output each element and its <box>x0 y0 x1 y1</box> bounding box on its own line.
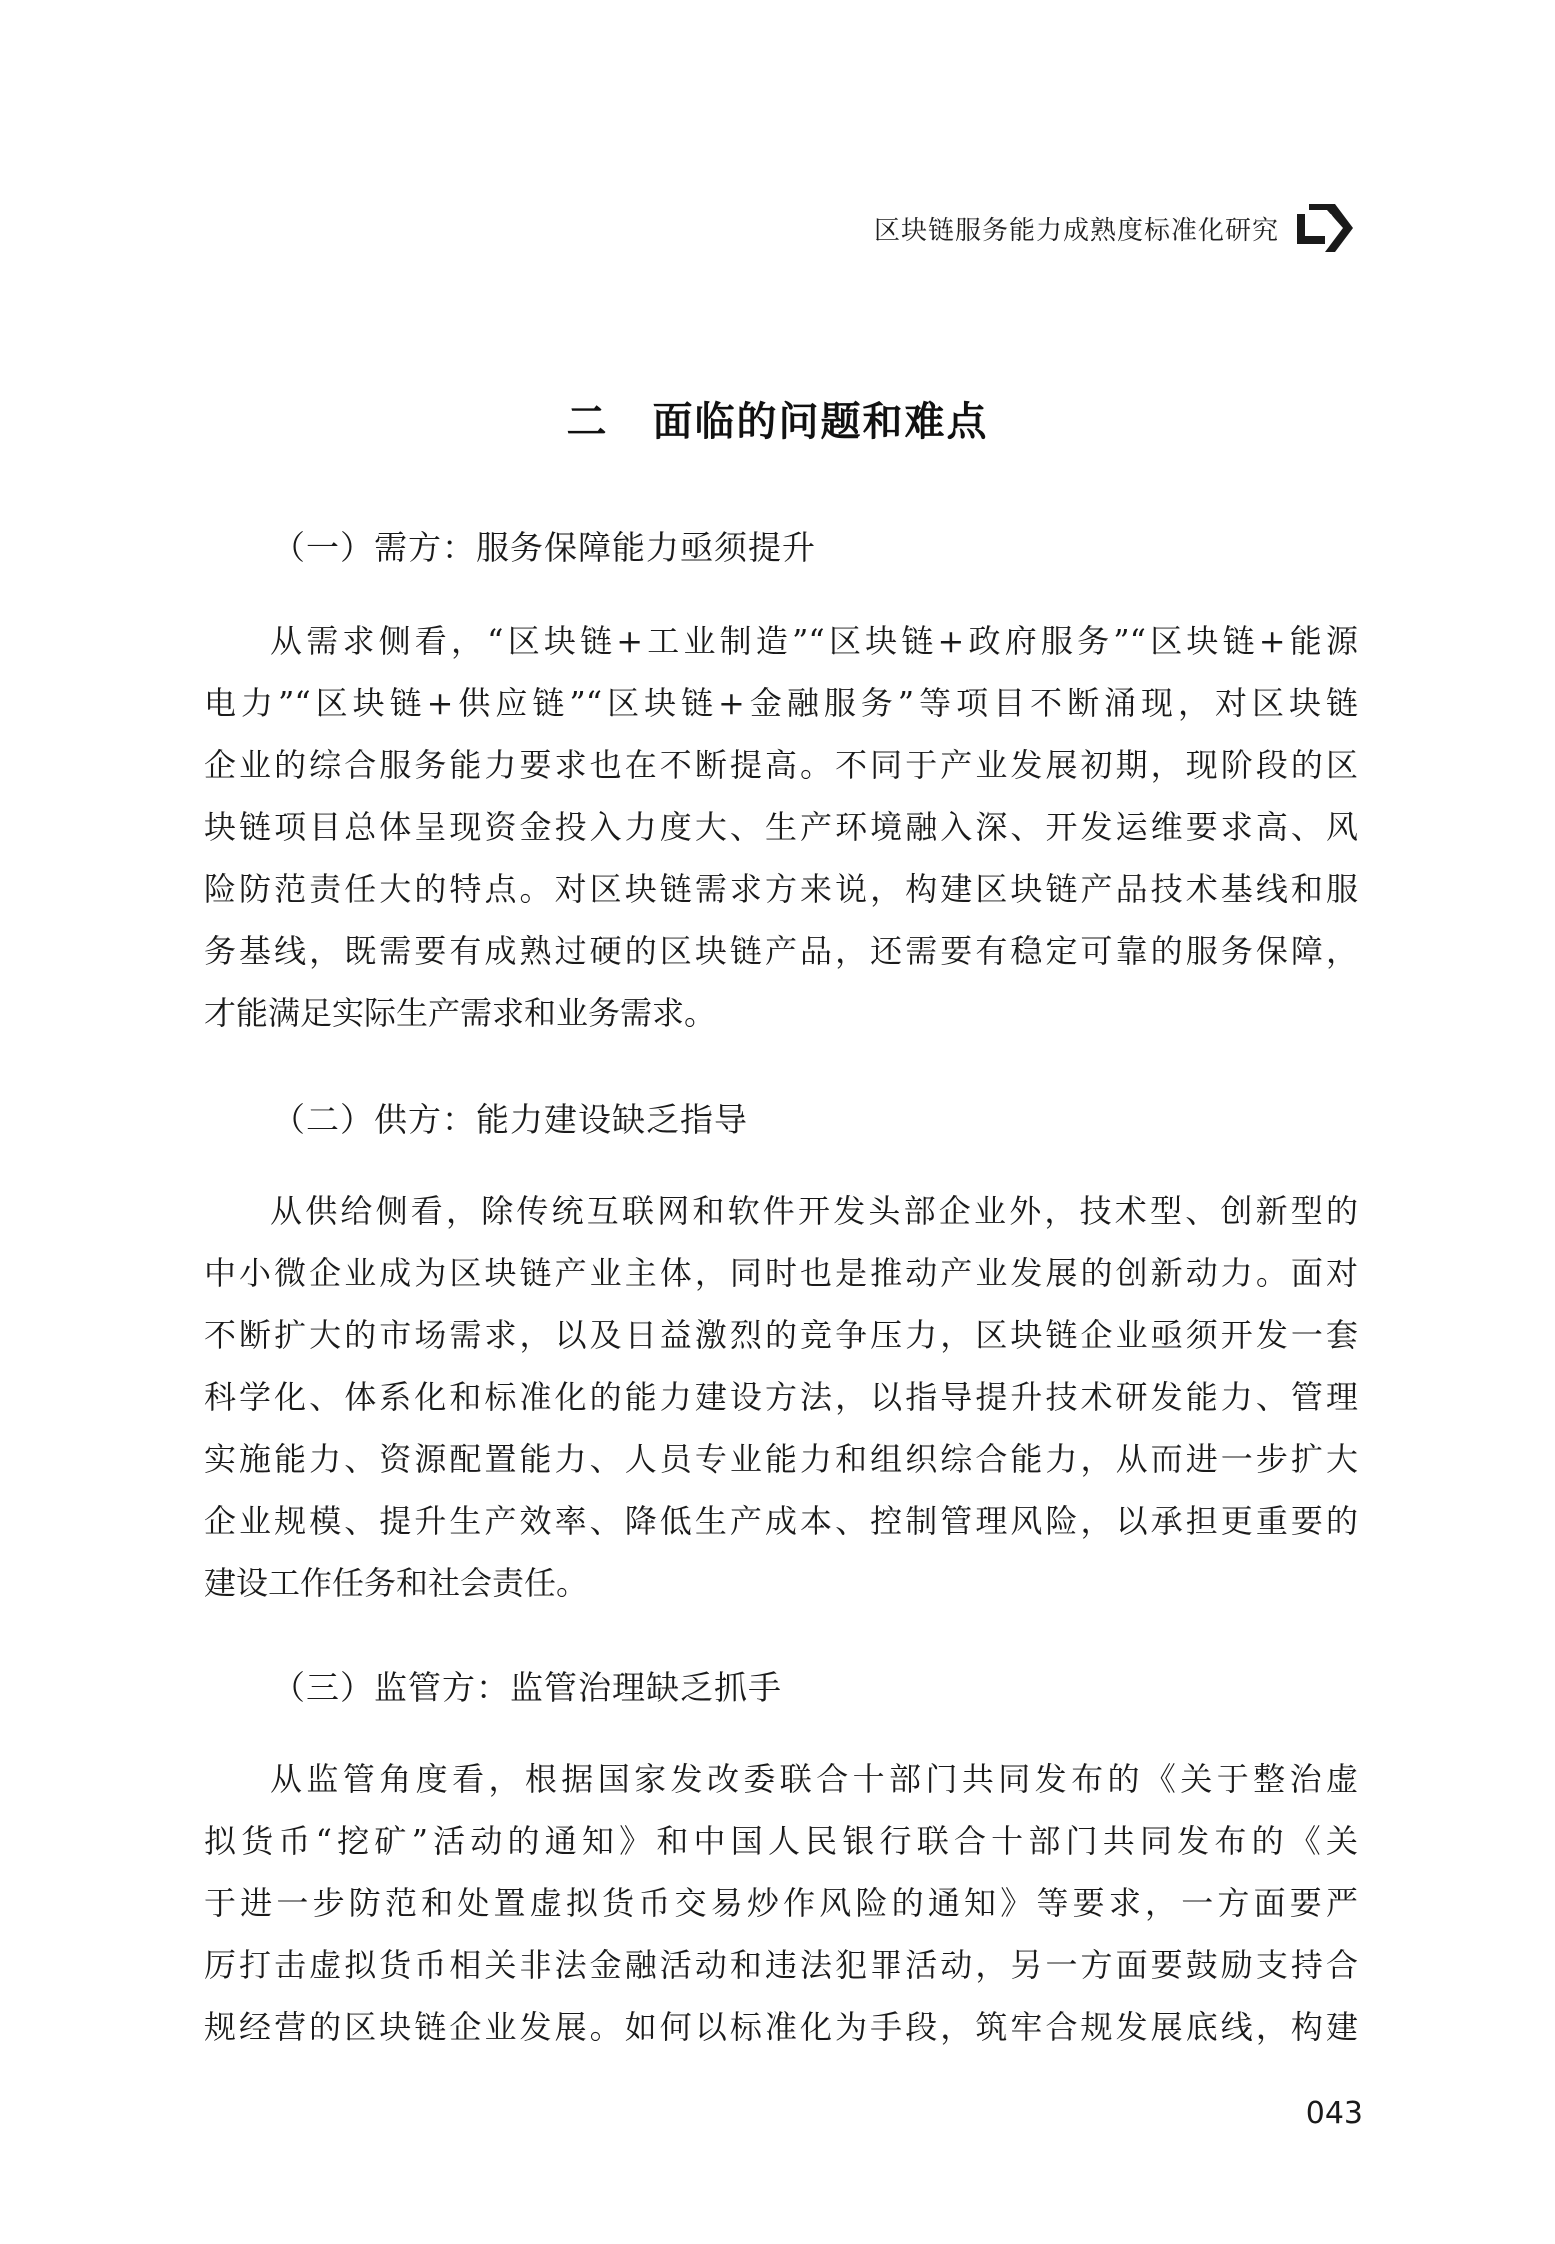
text-line: 建设工作任务和社会责任。 <box>204 1564 589 1602</box>
text-line: 于进一步防范和处置虚拟货币交易炒作风险的通知》等要求，一方面要严 <box>204 1884 1358 1922</box>
text-line: 厉打击虚拟货币相关非法金融活动和违法犯罪活动，另一方面要鼓励支持合 <box>204 1946 1358 1984</box>
subsection-heading: （三）监管方：监管治理缺乏抓手 <box>272 1668 782 1707</box>
text-line: 科学化、体系化和标准化的能力建设方法，以指导提升技术研发能力、管理 <box>204 1378 1358 1416</box>
text-line: 规经营的区块链企业发展。如何以标准化为手段，筑牢合规发展底线，构建 <box>204 2008 1358 2046</box>
text-line: 险防范责任大的特点。对区块链需求方来说，构建区块链产品技术基线和服 <box>204 870 1358 908</box>
running-title: 区块链服务能力成熟度标准化研究 <box>873 215 1279 246</box>
text-line: 不断扩大的市场需求，以及日益激烈的竞争压力，区块链企业亟须开发一套 <box>204 1316 1358 1354</box>
text-line: 块链项目总体呈现资金投入力度大、生产环境融入深、开发运维要求高、风 <box>204 808 1358 846</box>
running-header <box>363 200 1363 256</box>
paragraph <box>204 610 1358 1044</box>
text-line: 务基线，既需要有成熟过硬的区块链产品，还需要有稳定可靠的服务保障， <box>204 932 1358 970</box>
paragraph <box>204 1180 1358 1614</box>
section-number: 二 <box>566 398 609 445</box>
text-line: 从供给侧看，除传统互联网和软件开发头部企业外，技术型、创新型的 <box>270 1192 1358 1230</box>
text-line: 中小微企业成为区块链产业主体，同时也是推动产业发展的创新动力。面对 <box>204 1254 1358 1292</box>
subsection-heading: （二）供方：能力建设缺乏指导 <box>272 1100 748 1139</box>
page-number: 043 <box>1305 2096 1363 2131</box>
text-line: 拟货币“挖矿”活动的通知》和中国人民银行联合十部门共同发布的《关 <box>204 1822 1358 1860</box>
text-line: 企业的综合服务能力要求也在不断提高。不同于产业发展初期，现阶段的区 <box>204 746 1358 784</box>
section-heading: 面临的问题和难点 <box>652 398 989 445</box>
text-line: 电力”“区块链+供应链”“区块链+金融服务”等项目不断涌现，对区块链 <box>204 684 1358 722</box>
text-line: 才能满足实际生产需求和业务需求。 <box>204 994 717 1032</box>
subsection-heading: （一）需方：服务保障能力亟须提升 <box>272 528 816 567</box>
paragraph <box>204 1748 1358 2058</box>
text-line: 从需求侧看，“区块链+工业制造”“区块链+政府服务”“区块链+能源 <box>270 622 1358 660</box>
text-line: 企业规模、提升生产效率、降低生产成本、控制管理风险，以承担更重要的 <box>204 1502 1358 1540</box>
chevron-book-mark-icon <box>1295 200 1363 256</box>
text-line: 从监管角度看，根据国家发改委联合十部门共同发布的《关于整治虚 <box>270 1760 1358 1798</box>
section-title <box>0 390 1555 447</box>
text-line: 实施能力、资源配置能力、人员专业能力和组织综合能力，从而进一步扩大 <box>204 1440 1358 1478</box>
